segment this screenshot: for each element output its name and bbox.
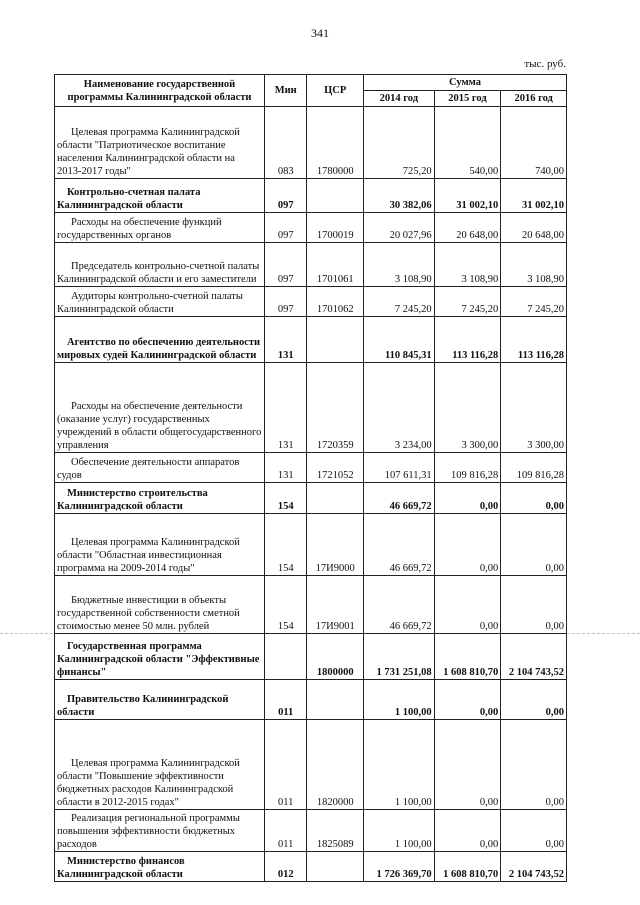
cell-2016: 2 104 743,52 [501, 852, 567, 882]
cell-2014: 3 234,00 [363, 363, 434, 453]
cell-2015: 3 300,00 [434, 363, 501, 453]
cell-name: Агентство по обеспечению деятельности мировых судей Калининградской области [55, 317, 265, 363]
cell-name: Целевая программа Калининградской области "Патриотическое воспитание населения Калининградской области на 2013-2017 годы" [55, 107, 265, 179]
cell-name: Правительство Калининградской области [55, 680, 265, 720]
cell-2014: 1 100,00 [363, 720, 434, 810]
cell-2014: 7 245,20 [363, 287, 434, 317]
cell-2015: 31 002,10 [434, 179, 501, 213]
cell-2015: 0,00 [434, 576, 501, 634]
cell-csr [307, 680, 364, 720]
cell-csr [307, 483, 364, 514]
cell-2014: 1 100,00 [363, 680, 434, 720]
table-row [55, 317, 567, 363]
cell-2016: 3 108,90 [501, 243, 567, 287]
cell-name: Целевая программа Калининградской области "Областная инвестиционная программа на 2009-2014 годы" [55, 514, 265, 576]
cell-2015: 540,00 [434, 107, 501, 179]
cell-csr: 1720359 [307, 363, 364, 453]
cell-2016: 0,00 [501, 680, 567, 720]
cell-2016: 740,00 [501, 107, 567, 179]
cell-2015: 1 608 810,70 [434, 852, 501, 882]
cell-2014: 110 845,31 [363, 317, 434, 363]
cell-csr: 1721052 [307, 453, 364, 483]
table-row [55, 179, 567, 213]
cell-2015: 113 116,28 [434, 317, 501, 363]
cell-2014: 1 731 251,08 [363, 634, 434, 680]
cell-2015: 0,00 [434, 810, 501, 852]
cell-2014: 30 382,06 [363, 179, 434, 213]
header-2016: 2016 год [501, 91, 567, 107]
cell-csr [307, 317, 364, 363]
header-sum: Сумма [363, 75, 566, 91]
cell-2015: 1 608 810,70 [434, 634, 501, 680]
cell-2014: 46 669,72 [363, 576, 434, 634]
cell-name: Контрольно-счетная палата Калининградской области [55, 179, 265, 213]
page-number: 341 [311, 26, 329, 40]
cell-min: 097 [265, 213, 307, 243]
cell-name: Обеспечение деятельности аппаратов судов [55, 453, 265, 483]
cell-2016: 0,00 [501, 483, 567, 514]
cell-2016: 0,00 [501, 576, 567, 634]
cell-csr: 17И9000 [307, 514, 364, 576]
cell-2014: 20 027,96 [363, 213, 434, 243]
cell-csr: 1825089 [307, 810, 364, 852]
header-2015: 2015 год [434, 91, 501, 107]
cell-csr: 1820000 [307, 720, 364, 810]
cell-min: 131 [265, 363, 307, 453]
cell-csr: 1701062 [307, 287, 364, 317]
cell-min: 097 [265, 287, 307, 317]
cell-csr: 1780000 [307, 107, 364, 179]
table-row [55, 363, 567, 453]
cell-2015: 109 816,28 [434, 453, 501, 483]
cell-name: Расходы на обеспечение деятельности (оказание услуг) государственных учреждений в области общегосударственного управления [55, 363, 265, 453]
cell-2016: 7 245,20 [501, 287, 567, 317]
cell-min: 097 [265, 243, 307, 287]
cell-min [265, 634, 307, 680]
cell-name: Бюджетные инвестиции в объекты государственной собственности сметной стоимостью менее 50 млн. рублей [55, 576, 265, 634]
table-row [55, 720, 567, 810]
table-header [55, 75, 567, 107]
cell-2016: 2 104 743,52 [501, 634, 567, 680]
cell-min: 011 [265, 810, 307, 852]
cell-2016: 0,00 [501, 720, 567, 810]
cell-2016: 0,00 [501, 810, 567, 852]
header-2014: 2014 год [363, 91, 434, 107]
cell-csr [307, 852, 364, 882]
cell-name: Целевая программа Калининградской области "Повышение эффективности бюджетных расходов Калининградской области в 2012-2015 годах" [55, 720, 265, 810]
cell-2016: 109 816,28 [501, 453, 567, 483]
cell-2014: 46 669,72 [363, 514, 434, 576]
cell-csr [307, 179, 364, 213]
table-row [55, 213, 567, 243]
cell-2014: 3 108,90 [363, 243, 434, 287]
cell-2016: 113 116,28 [501, 317, 567, 363]
table-row [55, 852, 567, 882]
table-row [55, 514, 567, 576]
cell-2015: 7 245,20 [434, 287, 501, 317]
header-csr: ЦСР [307, 75, 364, 107]
table-row [55, 287, 567, 317]
cell-csr: 1700019 [307, 213, 364, 243]
cell-min: 011 [265, 720, 307, 810]
cell-min: 097 [265, 179, 307, 213]
cell-name: Реализация региональной программы повышения эффективности бюджетных расходов [55, 810, 265, 852]
cell-min: 131 [265, 453, 307, 483]
cell-csr: 1701061 [307, 243, 364, 287]
table-row [55, 243, 567, 287]
cell-min: 083 [265, 107, 307, 179]
cell-2016: 20 648,00 [501, 213, 567, 243]
table-row [55, 634, 567, 680]
table-row [55, 483, 567, 514]
cell-2016: 31 002,10 [501, 179, 567, 213]
header-min: Мин [265, 75, 307, 107]
table-row [55, 107, 567, 179]
cell-min: 154 [265, 483, 307, 514]
cell-2015: 20 648,00 [434, 213, 501, 243]
cell-2014: 107 611,31 [363, 453, 434, 483]
cell-2014: 725,20 [363, 107, 434, 179]
table-row [55, 576, 567, 634]
cell-2015: 3 108,90 [434, 243, 501, 287]
table-row [55, 680, 567, 720]
cell-min: 131 [265, 317, 307, 363]
cell-2014: 1 726 369,70 [363, 852, 434, 882]
units-label: тыс. руб. [524, 58, 566, 70]
cell-min: 154 [265, 514, 307, 576]
cell-2016: 3 300,00 [501, 363, 567, 453]
cell-min: 154 [265, 576, 307, 634]
cell-name: Председатель контрольно-счетной палаты Калининградской области и его заместители [55, 243, 265, 287]
header-name: Наименование государственной программы Калининградской области [55, 75, 265, 107]
cell-csr: 1800000 [307, 634, 364, 680]
cell-2015: 0,00 [434, 680, 501, 720]
cell-2016: 0,00 [501, 514, 567, 576]
cell-csr: 17И9001 [307, 576, 364, 634]
cell-name: Министерство строительства Калининградской области [55, 483, 265, 514]
table-body [55, 107, 567, 882]
cell-name: Аудиторы контрольно-счетной палаты Калининградской области [55, 287, 265, 317]
cell-name: Министерство финансов Калининградской области [55, 852, 265, 882]
cell-2014: 46 669,72 [363, 483, 434, 514]
cell-2015: 0,00 [434, 483, 501, 514]
table-row [55, 453, 567, 483]
budget-table [54, 74, 567, 882]
cell-2015: 0,00 [434, 720, 501, 810]
table-row [55, 810, 567, 852]
cell-name: Расходы на обеспечение функций государственных органов [55, 213, 265, 243]
cell-min: 011 [265, 680, 307, 720]
cell-name: Государственная программа Калининградской области "Эффективные финансы" [55, 634, 265, 680]
cell-2014: 1 100,00 [363, 810, 434, 852]
cell-min: 012 [265, 852, 307, 882]
cell-2015: 0,00 [434, 514, 501, 576]
